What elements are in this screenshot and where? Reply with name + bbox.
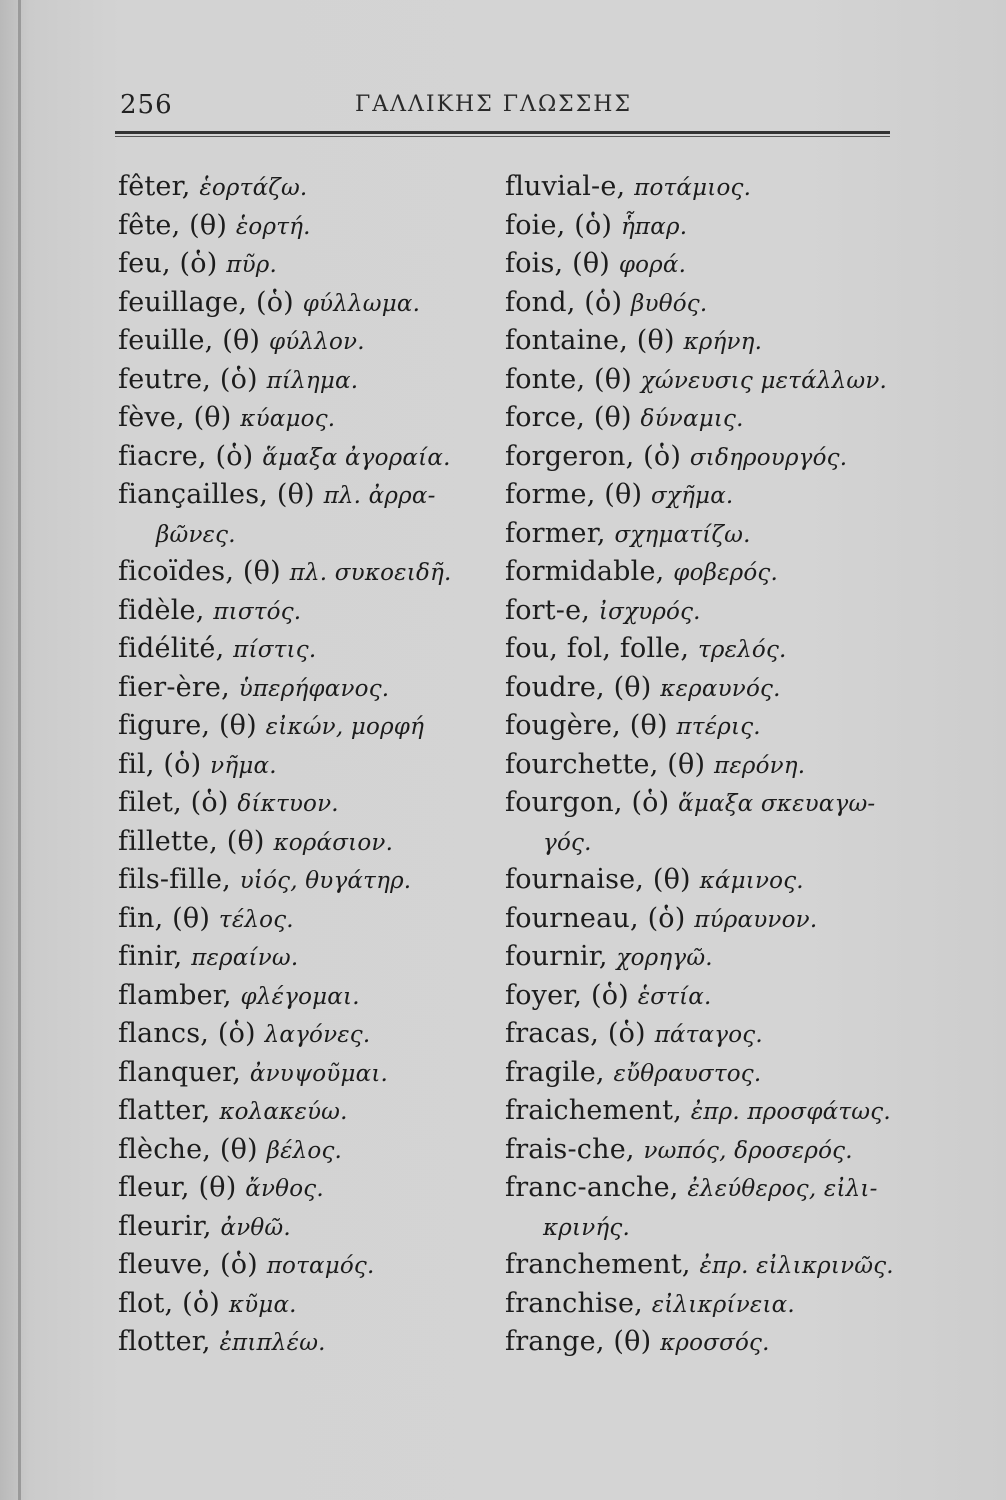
entry-headword: fève, (θ) (118, 402, 232, 433)
entry-gloss: φορά. (618, 252, 687, 278)
entry-gloss: κεραυνός. (660, 675, 781, 702)
entry-gloss: ὑπερήφανος. (238, 675, 390, 702)
entry-headword: feu, (ὁ) (118, 248, 218, 279)
entry-gloss: ποταμός. (266, 1253, 375, 1279)
entry-gloss: πίστις. (233, 637, 317, 663)
entry-headword: fonte, (θ) (505, 363, 632, 395)
dictionary-entry (505, 938, 895, 977)
entry-headword: flancs, (ὁ) (118, 1018, 256, 1049)
dictionary-entry (118, 553, 498, 592)
dictionary-entry (118, 669, 498, 708)
entry-headword: force, (θ) (505, 402, 632, 433)
entry-headword: finir, (118, 941, 183, 972)
left-column (118, 168, 498, 1362)
dictionary-entry (505, 322, 895, 361)
entry-headword: fidélité, (118, 633, 225, 664)
entry-gloss: περόνη. (714, 752, 806, 779)
entry-headword: fois, (θ) (505, 248, 611, 279)
dictionary-entry (118, 1169, 498, 1208)
entry-gloss: πτέρις. (676, 714, 761, 740)
dictionary-entry (505, 746, 895, 785)
entry-gloss: φύλλον. (268, 329, 365, 355)
entry-gloss: εἰκών, μορφή (265, 714, 425, 740)
entry-gloss: χορηγῶ. (616, 945, 713, 971)
binding-gutter (18, 0, 21, 1500)
entry-headword: fluvial-e, (505, 171, 626, 202)
entry-gloss: ἐπρ. εἰλικρινῶς. (699, 1253, 894, 1279)
dictionary-entry (505, 977, 895, 1016)
dictionary-entry (505, 1208, 895, 1247)
entry-gloss: περαίνω. (191, 945, 299, 971)
dictionary-entry (505, 669, 895, 708)
dictionary-entry (118, 630, 498, 669)
dictionary-entry (505, 1015, 895, 1054)
dictionary-entry (118, 592, 498, 631)
entry-headword: fournaise, (θ) (505, 864, 691, 895)
entry-gloss: ἑορτάζω. (199, 175, 308, 201)
entry-gloss: ἐλεύθερος, εἰλι- (687, 1176, 878, 1202)
header-rule (115, 131, 890, 134)
dictionary-entry (505, 207, 895, 246)
entry-headword: foudre, (θ) (505, 671, 652, 703)
dictionary-entry (118, 1208, 498, 1247)
entry-gloss: πιστός. (213, 598, 302, 625)
entry-gloss: ἀνθῶ. (220, 1214, 291, 1241)
entry-headword: fleurir, (118, 1210, 212, 1242)
dictionary-entry (118, 784, 498, 823)
entry-headword: formidable, (505, 556, 665, 587)
entry-headword: fil, (ὁ) (118, 748, 202, 780)
running-title: ΓΑΛΛΙΚΗΣ ΓΛΩΣΣΗΣ (355, 92, 633, 117)
entry-gloss: ἧπαρ. (620, 213, 688, 240)
dictionary-entry (118, 284, 498, 323)
entry-gloss: λαγόνες. (264, 1022, 371, 1048)
entry-headword: fier-ère, (118, 671, 230, 703)
entry-headword: fils-fille, (118, 864, 231, 895)
entry-headword: fiacre, (ὁ) (118, 440, 254, 472)
dictionary-entry (505, 361, 895, 400)
dictionary-entry (505, 784, 895, 823)
dictionary-entry (505, 438, 895, 477)
entry-gloss: υἱός, θυγάτηρ. (239, 868, 412, 894)
dictionary-entry (118, 207, 498, 246)
entry-headword: fracas, (ὁ) (505, 1018, 646, 1049)
entry-gloss: ἑστία. (637, 983, 712, 1010)
dictionary-entry (505, 399, 895, 438)
entry-headword: forgeron, (ὁ) (505, 440, 682, 472)
entry-headword: filet, (ὁ) (118, 787, 229, 818)
dictionary-entry (505, 592, 895, 631)
entry-headword: franchise, (505, 1287, 643, 1319)
entry-headword: fort-e, (505, 594, 591, 626)
entry-gloss: κρινής. (543, 1214, 630, 1241)
dictionary-entry (505, 630, 895, 669)
entry-gloss: σχηματίζω. (614, 521, 751, 548)
entry-gloss: πῦρ. (226, 252, 277, 278)
entry-gloss: νῆμα. (210, 752, 277, 779)
dictionary-entry (505, 1285, 895, 1324)
entry-gloss: δύναμις. (640, 406, 744, 432)
entry-gloss: κροσσός. (660, 1330, 770, 1356)
entry-headword: forme, (θ) (505, 479, 643, 510)
entry-headword: fourchette, (θ) (505, 748, 706, 780)
entry-gloss: κάμινος. (699, 868, 804, 894)
entry-headword: fête, (θ) (118, 209, 228, 241)
entry-headword: fou, fol, folle, (505, 633, 690, 664)
entry-headword: fin, (θ) (118, 902, 211, 934)
entry-headword: frais-che, (505, 1133, 635, 1165)
entry-headword: fournir, (505, 941, 608, 972)
dictionary-entry (118, 361, 498, 400)
entry-headword: franc-anche, (505, 1172, 679, 1203)
entry-headword: flotter, (118, 1326, 211, 1357)
entry-headword: frange, (θ) (505, 1326, 652, 1357)
entry-headword: franchement, (505, 1249, 691, 1280)
entry-headword: flamber, (118, 979, 232, 1011)
dictionary-entry (505, 900, 895, 939)
page-header (0, 90, 1006, 130)
entry-gloss: φοβερός. (673, 560, 779, 586)
entry-headword: fragile, (505, 1056, 605, 1088)
dictionary-entry (118, 977, 498, 1016)
dictionary-entry (118, 245, 498, 284)
dictionary-entry (505, 515, 895, 554)
entry-gloss: ἀνυψοῦμαι. (249, 1060, 389, 1087)
dictionary-entry (505, 1323, 895, 1362)
dictionary-entry (118, 707, 498, 746)
entry-gloss: ἐπιπλέω. (219, 1330, 326, 1356)
dictionary-entry (505, 245, 895, 284)
entry-gloss: ἄνθος. (245, 1176, 324, 1202)
entry-headword: fontaine, (θ) (505, 325, 675, 356)
dictionary-entry (118, 1054, 498, 1093)
entry-headword: flot, (ὁ) (118, 1287, 221, 1319)
entry-gloss: πλ. συκοειδῆ. (289, 560, 452, 586)
entry-headword: foie, (ὁ) (505, 209, 613, 241)
entry-headword: fidèle, (118, 594, 205, 626)
dictionary-entry (505, 861, 895, 900)
header-rule-thin (115, 136, 890, 137)
entry-gloss: εἰλικρίνεια. (651, 1291, 795, 1318)
entry-gloss: σχῆμα. (651, 483, 734, 509)
entry-gloss: τέλος. (218, 906, 294, 933)
dictionary-entry (505, 1092, 895, 1131)
entry-gloss: κολακεύω. (219, 1099, 348, 1125)
entry-gloss: πίλημα. (266, 367, 359, 394)
entry-headword: flanquer, (118, 1056, 242, 1088)
dictionary-entry (505, 1169, 895, 1208)
dictionary-entry (118, 1285, 498, 1324)
entry-gloss: κῦμα. (228, 1291, 297, 1318)
entry-gloss: πλ. ἀρρα- (323, 483, 436, 509)
entry-gloss: ποτάμιος. (634, 175, 752, 201)
entry-headword: fraichement, (505, 1095, 682, 1126)
dictionary-entry (505, 1054, 895, 1093)
entry-gloss: ἅμαξα σκευαγω- (678, 791, 876, 817)
entry-headword: fleuve, (ὁ) (118, 1249, 258, 1280)
right-column (505, 168, 895, 1362)
entry-headword: figure, (θ) (118, 710, 257, 741)
dictionary-entry (505, 823, 895, 862)
entry-gloss: φλέγομαι. (240, 983, 360, 1010)
dictionary-entry (118, 168, 498, 207)
entry-gloss: τρελός. (697, 637, 787, 663)
entry-gloss: πύραυνον. (694, 906, 818, 933)
dictionary-entry (118, 938, 498, 977)
entry-gloss: νωπός, δροσερός. (643, 1137, 853, 1164)
dictionary-entry (118, 438, 498, 477)
entry-gloss: βέλος. (266, 1137, 343, 1164)
dictionary-entry (118, 861, 498, 900)
dictionary-entry (118, 746, 498, 785)
dictionary-entry (505, 284, 895, 323)
dictionary-entry (505, 707, 895, 746)
entry-headword: feuille, (θ) (118, 325, 261, 356)
entry-gloss: βυθός. (631, 290, 708, 317)
entry-gloss: κύαμος. (240, 406, 336, 432)
page-number: 256 (120, 90, 173, 120)
entry-headword: former, (505, 517, 606, 549)
dictionary-entry (118, 900, 498, 939)
dictionary-entry (505, 1246, 895, 1285)
dictionary-entry (118, 322, 498, 361)
entry-headword: fourgon, (ὁ) (505, 787, 670, 818)
entry-headword: ficoïdes, (θ) (118, 556, 281, 587)
entry-headword: foyer, (ὁ) (505, 979, 629, 1011)
entry-headword: fleur, (θ) (118, 1172, 237, 1203)
dictionary-entry (118, 1323, 498, 1362)
entry-gloss: εὔθραυστος. (613, 1060, 762, 1087)
entry-headword: fêter, (118, 171, 191, 202)
entry-headword: fillette, (θ) (118, 825, 265, 857)
entry-gloss: ἅμαξα ἀγοραία. (262, 444, 451, 471)
entry-headword: fiançailles, (θ) (118, 479, 315, 510)
entry-gloss: φύλλωμα. (302, 290, 421, 317)
entry-gloss: χώνευσις μετάλλων. (640, 367, 888, 394)
dictionary-entry (118, 515, 498, 554)
dictionary-entry (505, 1131, 895, 1170)
entry-headword: fond, (ὁ) (505, 286, 623, 318)
entry-gloss: γός. (543, 829, 592, 856)
entry-gloss: πάταγος. (654, 1022, 763, 1048)
dictionary-entry (118, 1092, 498, 1131)
dictionary-entry (118, 1246, 498, 1285)
dictionary-entry (118, 1131, 498, 1170)
entry-gloss: σιδηρουργός. (689, 444, 848, 471)
dictionary-entry (118, 399, 498, 438)
entry-gloss: κρήνη. (683, 329, 763, 355)
dictionary-entry (118, 476, 498, 515)
entry-gloss: ἐπρ. προσφάτως. (690, 1099, 891, 1125)
entry-headword: flèche, (θ) (118, 1133, 258, 1165)
entry-headword: feutre, (ὁ) (118, 363, 258, 395)
dictionary-entry (505, 168, 895, 207)
entry-gloss: ἑορτή. (235, 213, 311, 240)
dictionary-entry (505, 476, 895, 515)
dictionary-entry (505, 553, 895, 592)
entry-headword: fougère, (θ) (505, 710, 668, 741)
dictionary-entry (118, 823, 498, 862)
dictionary-entry (118, 1015, 498, 1054)
entry-gloss: βῶνες. (156, 521, 236, 548)
entry-gloss: ἰσχυρός. (598, 598, 701, 625)
entry-gloss: δίκτυον. (237, 791, 339, 817)
entry-headword: fourneau, (ὁ) (505, 902, 686, 934)
entry-gloss: κοράσιον. (273, 829, 394, 856)
entry-headword: flatter, (118, 1095, 211, 1126)
entry-headword: feuillage, (ὁ) (118, 286, 294, 318)
